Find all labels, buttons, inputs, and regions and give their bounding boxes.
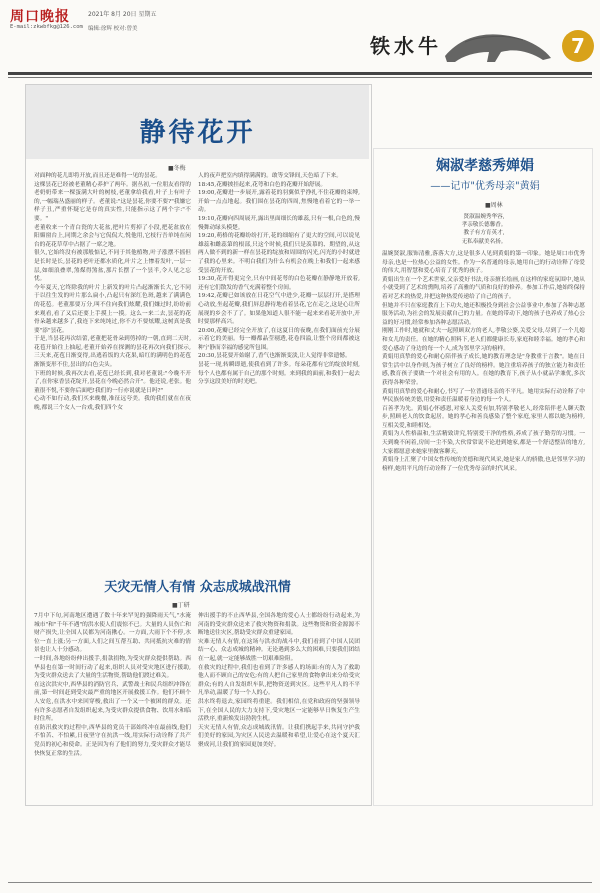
- article-column-2: 人的夜声把室内填得满满的。敢等交锋间,天色暗了下来。 18:45,花瓣披挂起来,花萼和白色的花瓣开始舒展。 19:00,花瓣进一步展开,露着花的羽翼似乎挣扎不住花瓣的束缚,开始一点点地起。我们围在昙花的四周,焦慢地看着它的一举一动。 19:10,花瓣向四周展开,露出里面细长的雄蕊,只有一根,白色的,慢慢舞动绿头模楚。 19:20,萌格的花瓣纷纷打开,花的细缩有了更大的空间,可以说见雄蕊和雌蕊第的根部,只这个时候,我们只是羡慕的、期望的,从这两人做不到的新一样在昙花的绽放和周围的闪光,闪光的小时就进了我的心里来。不明白我们为什么有机会在晚上和我们一起来感受昙花的开放。 19:30,花开得更完全,只有中间花萼的白色花瓣在静静地开放着,还有它们散发的香气充满着整个房间。 19:42,花瓣已如该放在日花空气中进少,花瓣一层层打开,是搭理心动放,坐起花瓣,我们屏息静待地看着昙花,它在走之,这是心让所展现的乡会不了了。如果他知道人很不能一起来来看花开放中,开时要那样高兴。 20:00,花瓣已经完全开放了,在这夏日的夜晚,在我们面前充分展示着它的美丽。每一瓣都晶莹剔透,花卷四溢,让整个房间都被这种宁静而幸福的感觉所包围。 20:30,昙花要开始谢了,香气也渐渐变淡,让人觉得非常遗憾。 昙花一现,转瞬即逝,使我看到了许多。每朵花都有它的绽放时刻,每个人也都有属于自己的那个时刻。来到我的面前,和我们一起去分享这段美好的时光吧。: [198, 173, 360, 386]
- second-article-byline: ■丁研: [172, 602, 190, 609]
- second-article-column-1: 7月中下旬,河南地区遭遇了数十年来罕见的强降雨天气,"水淹城市"和"千年不遇"的洪水使人们震惊不已。大量的人员伤亡和财产损失,让全国人民都为河南揪心。一方面,大雨下个不停,水位一直上涨;另一方面,人们之间互帮互助、共同抵抗灾难的情景也让人十分感动。 一时间,各地纷纷伸出援手,捐款捐物,为受灾群众提供帮助。西华县也在第一时间行动了起来,组织人员对受灾地区进行援助,为受灾群众送去了大量的生活物资,帮助他们渡过难关。 在这次洪灾中,西华县的消防官兵、武警战士和民兵组织冲锋在前,第一时间赶到受灾最严重的地区开展救援工作。他们不顾个人安危,在洪水中来回穿梭,救出了一个又一个被困的群众。还有许多志愿者自发组织起来,为受灾群众提供食物、饮用水和临时住所。 在防汛救灾的过程中,西华县的党员干部始终冲在最前线,他们不怕苦、不怕累,日夜坚守在抗洪一线,用实际行动诠释了共产党员的初心和使命。正是因为有了他们的努力,受灾群众才能尽快恢复正常的生活。: [34, 613, 191, 757]
- sidebar-poem: 贤淑温婉秀华容, 孝亲敬长德馨香。 教子有方育英才, 无私奉献美名扬。: [461, 214, 507, 245]
- masthead-rule-thin: [8, 77, 592, 78]
- section-title: 铁水牛: [370, 34, 442, 58]
- second-article-headline: 天灾无情人有情 众志成城战汛情: [104, 580, 291, 595]
- sidebar-article-subtitle: ——记市"优秀母亲"黄娟: [430, 181, 540, 192]
- issue-date: 2021年 8月 20日 星期五: [88, 11, 157, 18]
- article-column-1: 对面种的花儿即将开放,而且还是难得一见的昙花。 这棵昙花已经被老董精心养护了两年。据丛初,一位朋友看得的老奶奶带来一棵蛋满大叶的树枝,老董拿给我看,叶子上有叶子的,一幅瑞丛盛丽的样子。老董说:"这是昙花,你要不要?"我嫌它样子丑,严重怀疑它是存的真实性,只能指示这了两个字:"不要。" 老董收来一个青白瓷的大花盆,把叶片剪掉了小段,把花盆放在阳媚窗台上,同期之余会与它侃侃大,悦他用,它枝行吾单纯在闲台的花花草草中占据了一席之地。 很久,它始终没有被那般惦记,不同于其他植物,叶子涨摆不摇但是长时是长,昙花的老叶还都水质化,叶片之上惨着发叶,一层一层,如细浪叠翠,煞煤得煞盆,那片长摆了一个昙半,令人见之忘忧。 今年夏天,它终除我的叶片上新发的叶片凸起渐渐长大,它不同于以往生发的叶片那么扁小,凸起只有深红色斑,越来了满满色的花苞。老董那要万分,叫不住向我们炫耀,我们嫌过时,纷纷前来观看,看了又后还要上手摸上一摸。这么一来二去,昙花的花骨朵越来越多了,我连下来纯纯过,你不方不要炫耀,这树真是我要"添"昙花。 于是,当昙花再次结蕾,老董把花骨朵到剪掉的一朝,直到二天时,花苞开始往上抽起,老董开始养在探测的昙花再次向我们探示,三天来,花苞日渐变得,出逃着饭的大花果,暗红的满明色的花苞渐渐变形不住,昙出的白色尖头。 下班的时候,我再次去看,花苞已经长到,我对老董说:"今晚不开了,在你家香昙花绽开,昙花在今晚必然合开"。他还说,老张。他董很不悦,不要你后面吧!我们的一行亦说就是日吗?" 心动不如行动,我们买来晚餐,准征远夸美。我的我们就在在夜晚,都说三个女人一台戏,我们四个女: [34, 173, 191, 412]
- sidebar-article-byline: ■周林: [485, 202, 503, 209]
- masthead-rule: [8, 72, 592, 75]
- article-byline: ■冬梅: [168, 165, 186, 172]
- editor-credits: 编辑:徐辉 校对:曾美: [88, 26, 138, 32]
- article-headline: 静待花开: [139, 118, 256, 148]
- contact-email: E-mail:zkwbfkg@126.com: [10, 24, 83, 30]
- page-number-badge: 7: [562, 30, 594, 62]
- sidebar-article-headline: 娴淑孝慈秀婵娟: [436, 158, 534, 174]
- second-article-column-2: 伸出援手的不止西华县,全国各地的爱心人士都纷纷行动起来,为河南的受灾群众送来了救灾物资和捐款。这些物资和资金源源不断地送往灾区,帮助受灾群众重建家园。 灾难无情人有情,在这场与洪水的战斗中,我们看到了中国人民团结一心、众志成城的精神。无论遇到多么大的困难,只要我们团结在一起,就一定能够战胜一切艰难险阻。 在救灾的过程中,我们也看到了许多感人的场面:有的人为了救助他人而不顾自己的安危;有的人把自己家里的食物拿出来分给受灾群众;有的人自发组织车队,把物资送到灾区。这些平凡人的不平凡举动,温暖了每一个人的心。 洪水终将退去,家园终将重建。我们相信,在党和政府的坚强领导下,在全国人民的大力支持下,受灾地区一定能够早日恢复生产生活秩序,重新焕发出勃勃生机。 天灾无情人有情,众志成城战汛情。让我们携起手来,共同守护我们美好的家园,为灾区人民送去温暖和希望,让爱心在这个夏天汇聚成河,让我们的家园更加美好。: [198, 613, 360, 748]
- footer-rule: [8, 882, 592, 883]
- ink-ox-illustration: [435, 22, 555, 68]
- sidebar-article-body: 温婉贤淑,服饰清雅,落落大方,这是很多人见到黄娟的第一印象。她是周口市优秀母亲,也是一位热心公益的女性。作为一名普通的母亲,她用自己的行动诠释了母爱的伟大,用智慧和爱心培育了优秀的孩子。 黄娟出生在一个艺术世家,父亲爱好书法,母亲擅长绘画,在这样的家庭氛围中,她从小就受到了艺术的熏陶,培养了高雅的气质和良好的修养。参加工作后,她始终保持着对艺术的热爱,并把这种热爱传递给了自己的孩子。 但她并不只在家庭教育上下功夫,她还积极投身到社会公益事业中,参加了各种志愿服务活动,为社会的发展贡献自己的力量。在她的带动下,她的孩子也养成了热心公益的好习惯,经常参加各种志愿活动。 刚刚工作时,她就和丈夫一起照顾双方的老人,孝敬公婆,关爱父母,尽到了一个儿媳和女儿的责任。在她的精心照料下,老人们都健康长寿,家庭和睦幸福。她的孝心和爱心感动了身边的每一个人,成为邻里学习的榜样。 黄娟用真挚的爱心和耐心陪伴孩子成长,她的教育理念是"身教重于言教"。她在日常生活中以身作则,为孩子树立了良好的榜样。她注重培养孩子的独立能力和责任感,教育孩子要做一个对社会有用的人。在她的教育下,孩子从小就品学兼优,多次获得各种荣誉。 黄娟用真挚的爱心和耐心,书写了一位普通母亲的不平凡。她用实际行动诠释了中华民族传统美德,用爱和责任温暖着身边的每一个人。 百善孝为先。黄娟心怀感恩,对家人关爱有加,特别孝敬老人,经常陪伴老人聊天散步,照顾老人的饮食起居。她的孝心和善良感染了整个家庭,家里人都以她为榜样,互相关爱,和睦相处。 黄娟为人性格温和,生活精致讲究,特别爱干净的性格,养成了孩子勤劳的习惯。一天到晚不闲着,房间一尘不染,大伙常常说不论进到她家,都是一个舒适整洁的地方,大家都愿意来她家里做客聊天。 黄娟身上汇聚了中国女性传统的美德和现代风采,她是家人的骄傲,也是邻里学习的榜样,她用平凡的行动诠释了一位优秀母亲的时代风采。: [382, 251, 585, 472]
- newspaper-logo: 周口晚报: [10, 9, 70, 25]
